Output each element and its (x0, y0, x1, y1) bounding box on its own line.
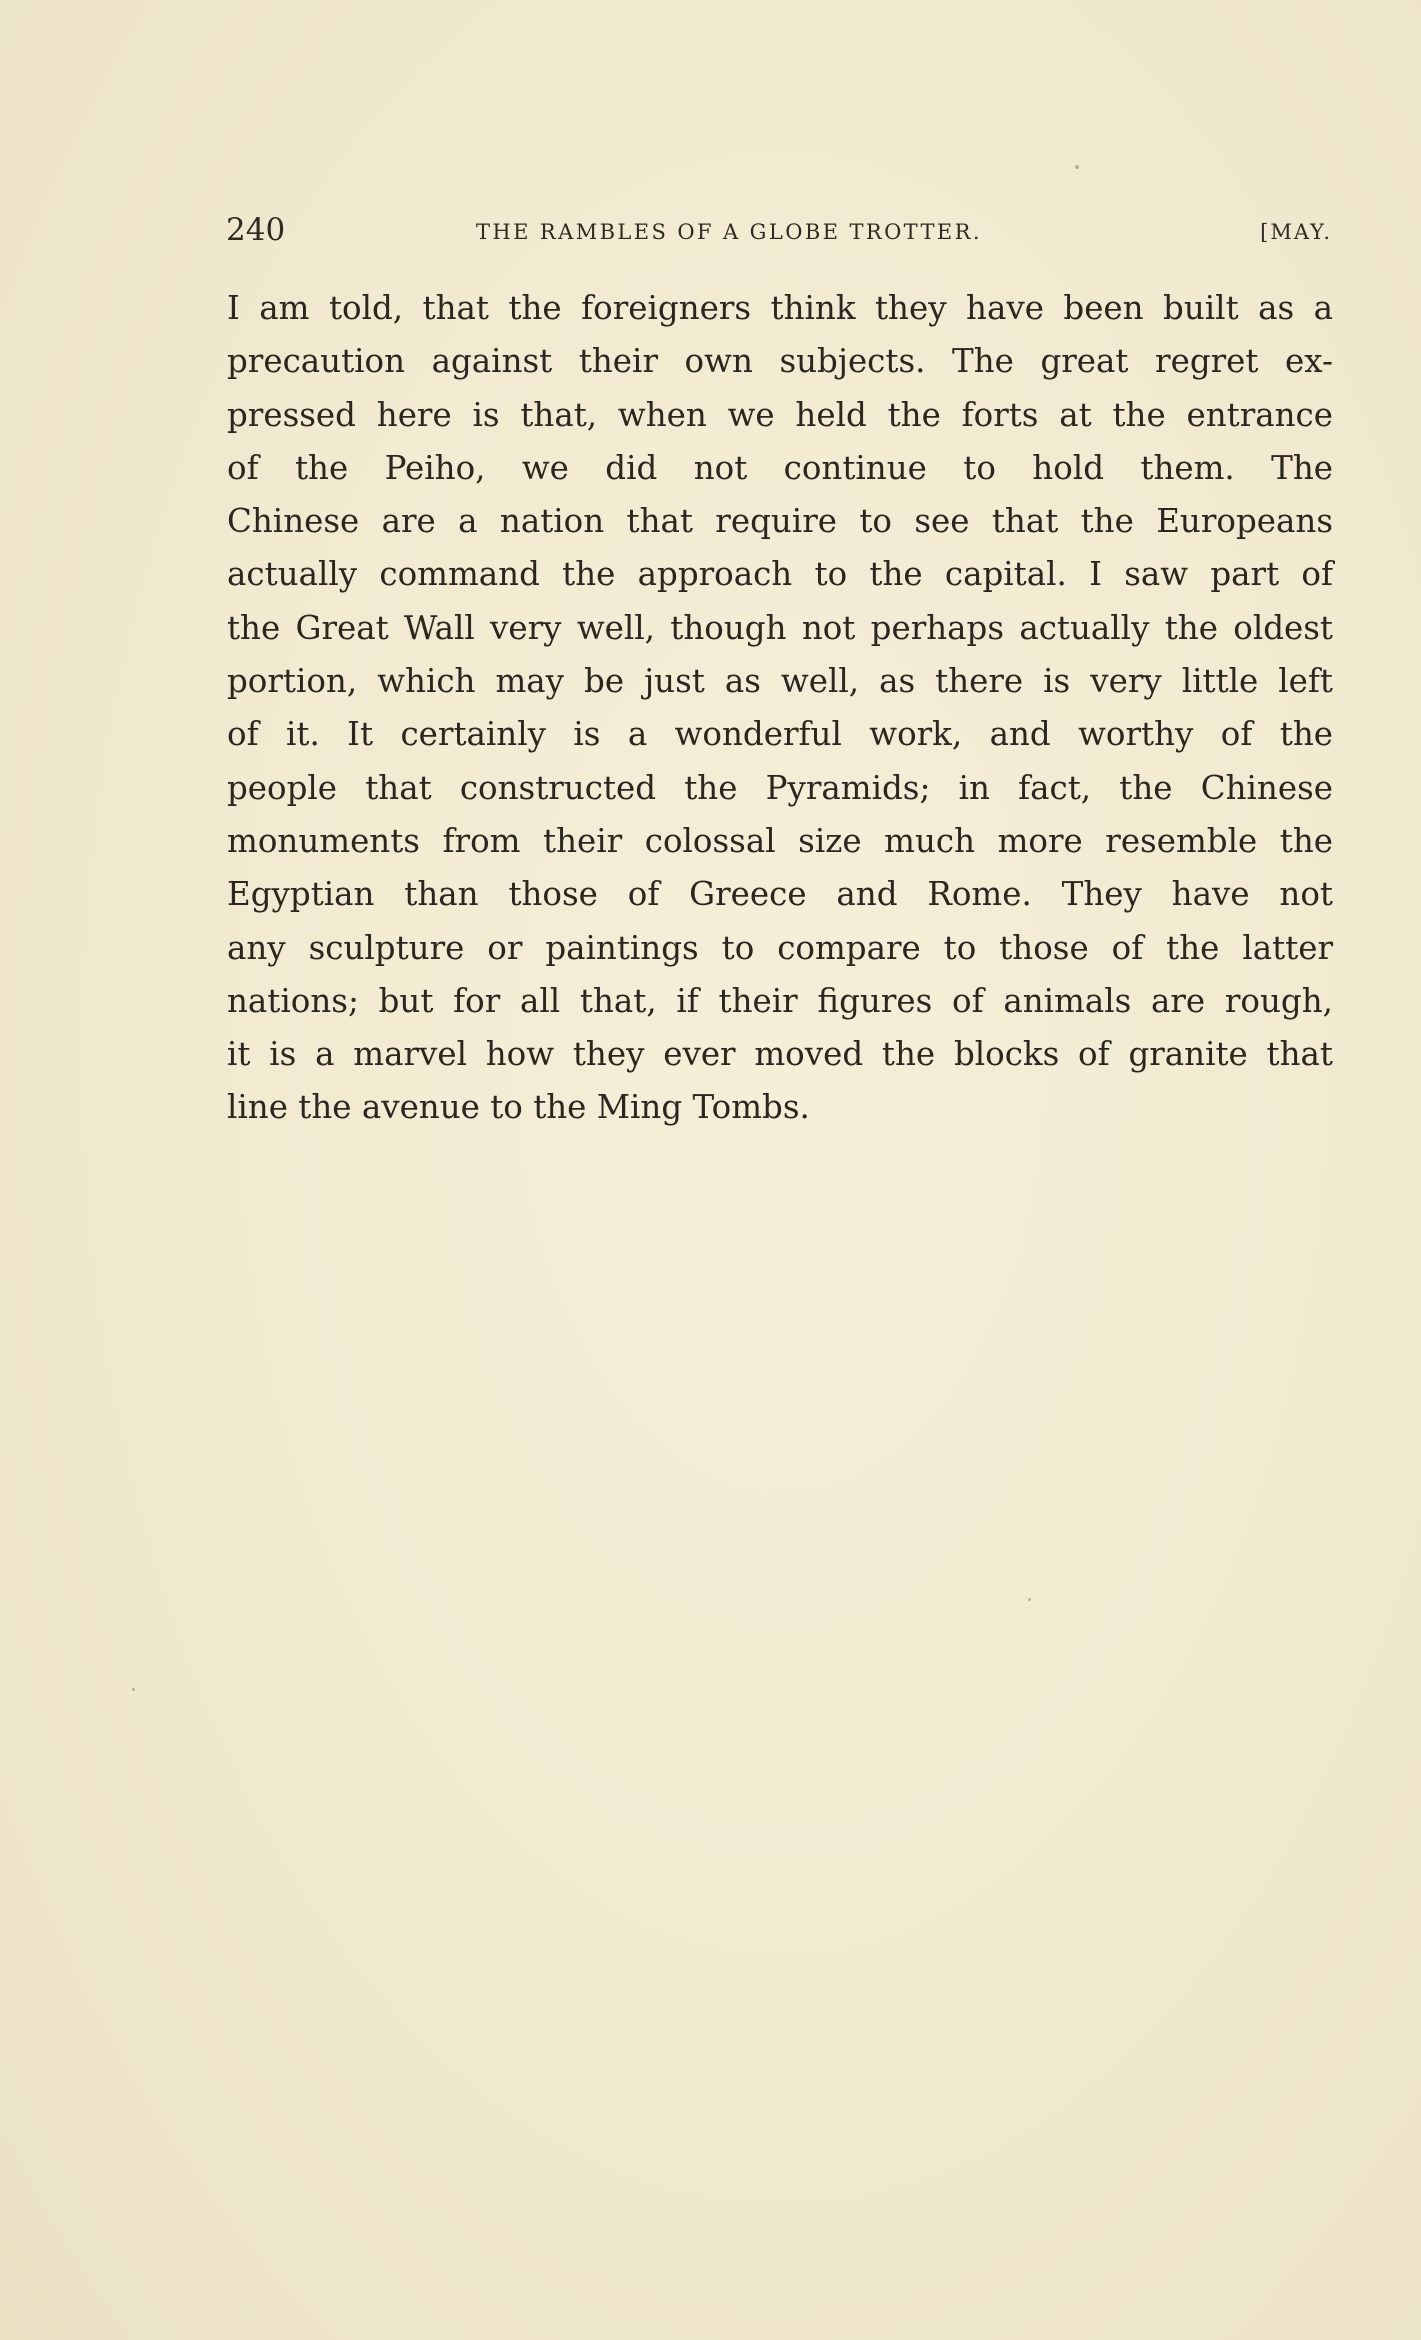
text-line: precaution against their own subjects. The great regret ex- (227, 342, 1333, 381)
text-line: nations; but for all that, if their figures of animals are rough, (227, 981, 1333, 1020)
paper-speck (132, 1688, 135, 1691)
text-line: monuments from their colossal size much more resemble the (227, 821, 1333, 860)
text-line: of the Peiho, we did not continue to hold them. The (227, 448, 1333, 487)
running-month: [MAY. (1260, 220, 1332, 244)
text-line: of it. It certainly is a wonderful work, and worthy of the (227, 715, 1333, 754)
text-line: people that constructed the Pyramids; in fact, the Chinese (227, 768, 1333, 807)
text-line: pressed here is that, when we held the forts at the entrance (227, 395, 1333, 434)
text-line: actually command the approach to the capital. I saw part of (227, 555, 1333, 594)
page-number: 240 (226, 212, 286, 248)
body-text (227, 282, 1333, 1135)
paper-speck (1075, 165, 1079, 169)
text-line-last: line the avenue to the Ming Tombs. (227, 1088, 810, 1127)
paper-speck (1028, 1598, 1031, 1601)
text-line: Chinese are a nation that require to see that the Europeans (227, 502, 1333, 541)
text-line: Egyptian than those of Greece and Rome. They have not (227, 875, 1333, 914)
running-head (226, 210, 1332, 250)
text-line: I am told, that the foreigners think they have been built as a (227, 289, 1333, 327)
text-line: it is a marvel how they ever moved the blocks of granite that (227, 1035, 1333, 1074)
running-title: THE RAMBLES OF A GLOBE TROTTER. (476, 220, 982, 244)
text-line: the Great Wall very well, though not perhaps actually the oldest (227, 608, 1333, 647)
text-line: any sculpture or paintings to compare to those of the latter (227, 928, 1333, 967)
text-line: portion, which may be just as well, as there is very little left (227, 662, 1333, 701)
